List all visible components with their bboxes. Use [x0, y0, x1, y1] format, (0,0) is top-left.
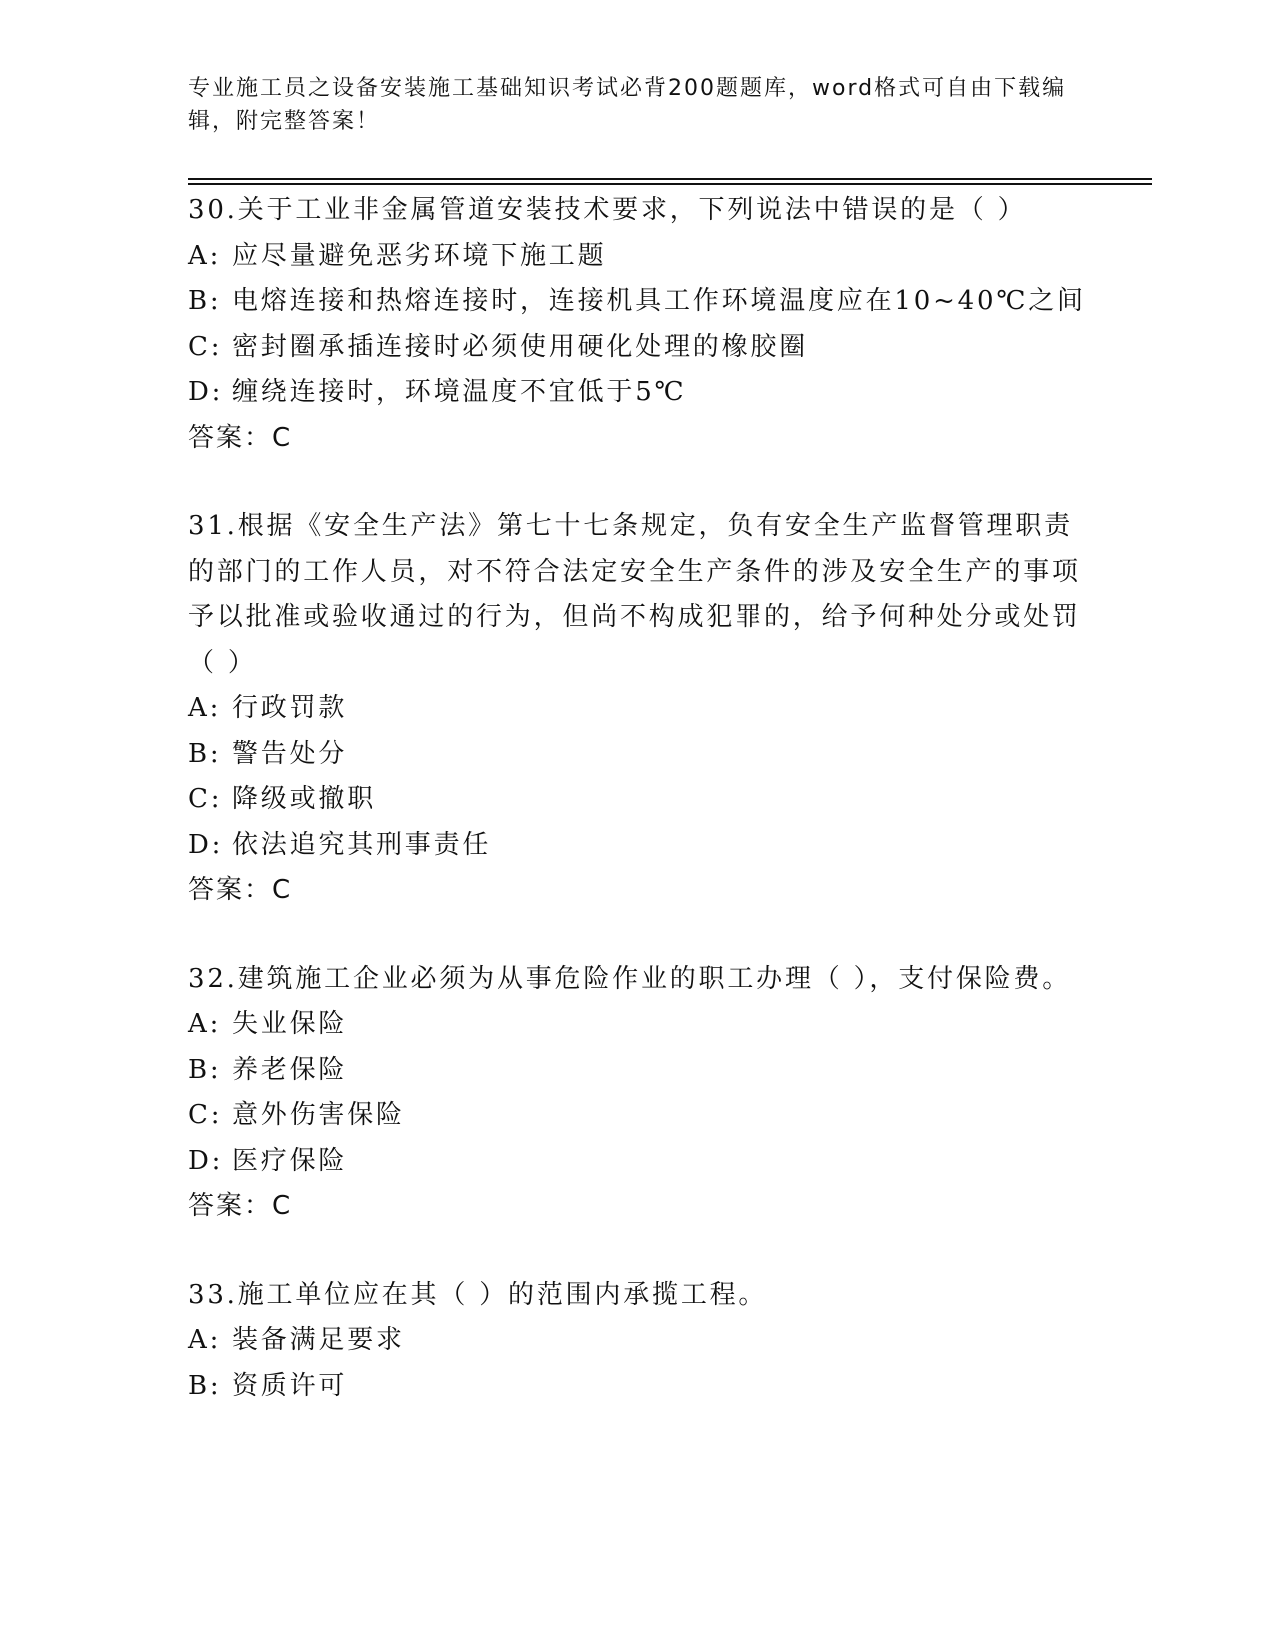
option-text: 装备满足要求: [232, 1325, 405, 1355]
option-a: [188, 234, 1088, 280]
option-c: [188, 1093, 1088, 1139]
question-31: [188, 504, 1088, 914]
option-b: [188, 732, 1088, 778]
question-32: [188, 957, 1088, 1230]
option-letter: B:: [188, 1054, 222, 1085]
question-stem: 32.建筑施工企业必须为从事危险作业的职工办理（ ），支付保险费。: [188, 963, 1072, 994]
option-c: [188, 777, 1088, 823]
option-letter: D:: [188, 1145, 224, 1176]
header-divider-bottom: [188, 183, 1152, 185]
option-letter: B:: [188, 738, 222, 769]
option-text: 资质许可: [232, 1370, 348, 1401]
option-letter: B:: [188, 286, 222, 316]
option-letter: C:: [188, 1100, 223, 1130]
option-b: [188, 1048, 1088, 1094]
option-b: [188, 279, 1088, 325]
option-text: 缠绕连接时，环境温度不宜低于5℃: [232, 377, 687, 407]
option-text: 警告处分: [232, 738, 348, 769]
option-text: 应尽量避免恶劣环境下施工题: [232, 240, 607, 271]
option-letter: B:: [188, 1370, 222, 1401]
option-letter: C:: [188, 784, 223, 814]
option-b: [188, 1364, 1088, 1410]
option-text: 医疗保险: [232, 1145, 348, 1176]
option-letter: A:: [188, 693, 222, 723]
option-c: [188, 325, 1088, 371]
option-text: 意外伤害保险: [232, 1100, 405, 1130]
option-letter: D:: [188, 377, 224, 407]
option-letter: D:: [188, 829, 224, 860]
option-letter: A:: [188, 1009, 222, 1039]
question-list: [188, 188, 1088, 1452]
option-letter: A:: [188, 1325, 222, 1355]
option-letter: A:: [188, 240, 222, 271]
option-d: [188, 823, 1088, 869]
question-30: [188, 188, 1088, 461]
option-a: [188, 1002, 1088, 1048]
header-divider-top: [188, 178, 1152, 180]
option-text: 养老保险: [232, 1054, 348, 1085]
option-text: 降级或撤职: [232, 784, 377, 814]
option-d: [188, 370, 1088, 416]
option-text: 密封圈承插连接时必须使用硬化处理的橡胶圈: [232, 331, 809, 362]
option-a: [188, 1318, 1088, 1364]
answer-line: 答案：C: [188, 1191, 293, 1221]
option-d: [188, 1139, 1088, 1185]
question-stem: 33.施工单位应在其（ ）的范围内承揽工程。: [188, 1279, 768, 1310]
option-a: [188, 686, 1088, 732]
answer-line: 答案：C: [188, 875, 293, 905]
option-text: 依法追究其刑事责任: [232, 829, 492, 860]
answer-line: 答案：C: [188, 422, 293, 453]
option-text: 失业保险: [232, 1009, 348, 1039]
question-stem: 30.关于工业非金属管道安装技术要求，下列说法中错误的是（ ）: [188, 195, 1027, 225]
document-header: 专业施工员之设备安装施工基础知识考试必背200题题库，word格式可自由下载编辑，附完整答案！: [188, 76, 1067, 134]
option-letter: C:: [188, 331, 223, 362]
option-text: 电熔连接和热熔连接时，连接机具工作环境温度应在10~40℃之间: [232, 286, 1086, 316]
option-text: 行政罚款: [232, 693, 348, 723]
question-stem: 31.根据《安全生产法》第七十七条规定，负有安全生产监督管理职责的部门的工作人员，对不符合法定安全生产条件的涉及安全生产的事项予以批准或验收通过的行为，但尚不构成犯罪的，给予何种处分或处罚（ ）: [188, 511, 1081, 678]
question-33: [188, 1273, 1088, 1410]
